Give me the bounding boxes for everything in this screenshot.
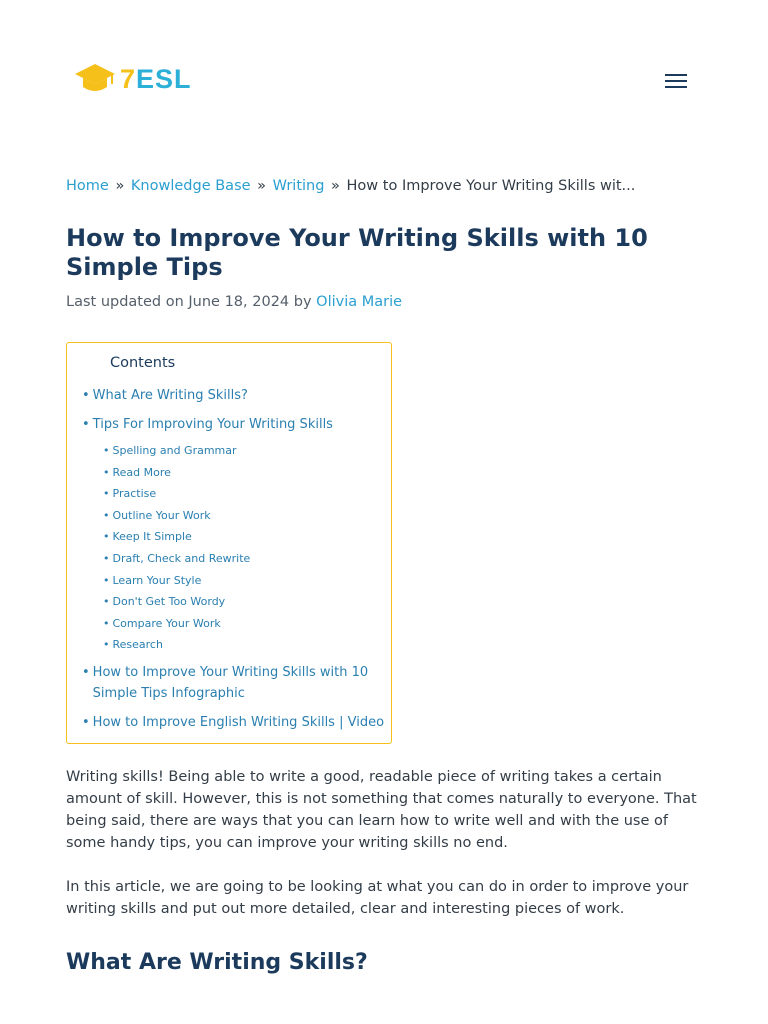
toc-sublink[interactable]: Compare Your Work [112, 616, 221, 630]
toc-subitem: • Outline Your Work [103, 505, 391, 527]
graduation-cap-icon [74, 62, 116, 96]
toc-title: Contents [110, 355, 176, 371]
updated-label: Last updated on [66, 294, 184, 310]
toc-sublink[interactable]: Keep It Simple [112, 530, 192, 544]
by-label: by [293, 294, 312, 310]
toc-subitem: • Practise [103, 483, 391, 505]
toc-subitem: • Draft, Check and Rewrite [103, 548, 391, 570]
toc-item: • What Are Writing Skills? [82, 385, 391, 406]
toc-item: • How to Improve Your Writing Skills with 10 Simple Tips Infographic [82, 662, 391, 704]
author-link[interactable]: Olivia Marie [316, 294, 403, 310]
breadcrumb-separator: » [115, 178, 125, 194]
toc-link-video[interactable]: How to Improve English Writing Skills | Video [92, 714, 385, 730]
breadcrumb-separator: » [331, 178, 340, 194]
table-of-contents [66, 342, 392, 744]
breadcrumb-current: How to Improve Your Writing Skills wit... [346, 178, 636, 194]
toc-sublink[interactable]: Practise [112, 487, 157, 501]
toc-subitem: • Keep It Simple [103, 526, 391, 548]
toc-sublink[interactable]: Research [112, 638, 163, 652]
toc-link-what-are-writing-skills[interactable]: What Are Writing Skills? [92, 388, 248, 403]
toc-subitem: • Don't Get Too Wordy [103, 591, 391, 613]
breadcrumb-home[interactable]: Home [66, 178, 109, 194]
toc-item: • Tips For Improving Your Writing Skills [82, 414, 391, 435]
breadcrumb-separator: » [257, 178, 267, 194]
toc-item: • How to Improve English Writing Skills | Video [82, 712, 391, 733]
toc-link-tips[interactable]: Tips For Improving Your Writing Skills [92, 417, 333, 432]
intro-paragraph: Writing skills! Being able to write a good, readable piece of writing takes a certain amount of skill. However, this is not something that comes naturally to everyone. That being said, there are ways that you can learn how to write well and with the use of some handy tips, you can improve your writing skills no end. [66, 768, 697, 851]
main-content [66, 178, 702, 975]
toc-subitem: • Compare Your Work [103, 613, 391, 635]
logo-wordmark: 7ESL [120, 63, 192, 94]
hamburger-menu-icon[interactable] [665, 74, 687, 90]
breadcrumb-knowledge-base[interactable]: Knowledge Base [130, 178, 251, 194]
toc-subitem: • Research [103, 634, 391, 656]
toc-link-infographic[interactable]: How to Improve Your Writing Skills with 10 Simple Tips Infographic [92, 664, 369, 701]
site-logo[interactable] [74, 62, 192, 96]
toc-subitem: • Spelling and Grammar [103, 440, 391, 462]
toc-sublink[interactable]: Learn Your Style [112, 573, 202, 587]
toc-sublink[interactable]: Outline Your Work [112, 508, 211, 522]
section-heading: What Are Writing Skills? [66, 949, 368, 975]
article-paragraph: In this article, we are going to be looking at what you can do in order to improve your writing skills and put out more detailed, clear and interesting pieces of work. [66, 878, 689, 917]
breadcrumb-writing[interactable]: Writing [272, 178, 325, 194]
toc-subitem: • Read More [103, 462, 391, 484]
toc-sublink[interactable]: Don't Get Too Wordy [112, 595, 226, 609]
toc-sublink[interactable]: Draft, Check and Rewrite [112, 551, 251, 565]
page-title: How to Improve Your Writing Skills with 10 Simple Tips [66, 224, 648, 281]
toc-sublink[interactable]: Spelling and Grammar [112, 444, 237, 457]
toc-subitem: • Learn Your Style [103, 570, 391, 592]
site-header [0, 0, 768, 150]
article-meta [66, 294, 702, 310]
updated-date: June 18, 2024 [188, 294, 290, 310]
toc-sublink[interactable]: Read More [112, 465, 171, 479]
breadcrumb [66, 178, 702, 194]
